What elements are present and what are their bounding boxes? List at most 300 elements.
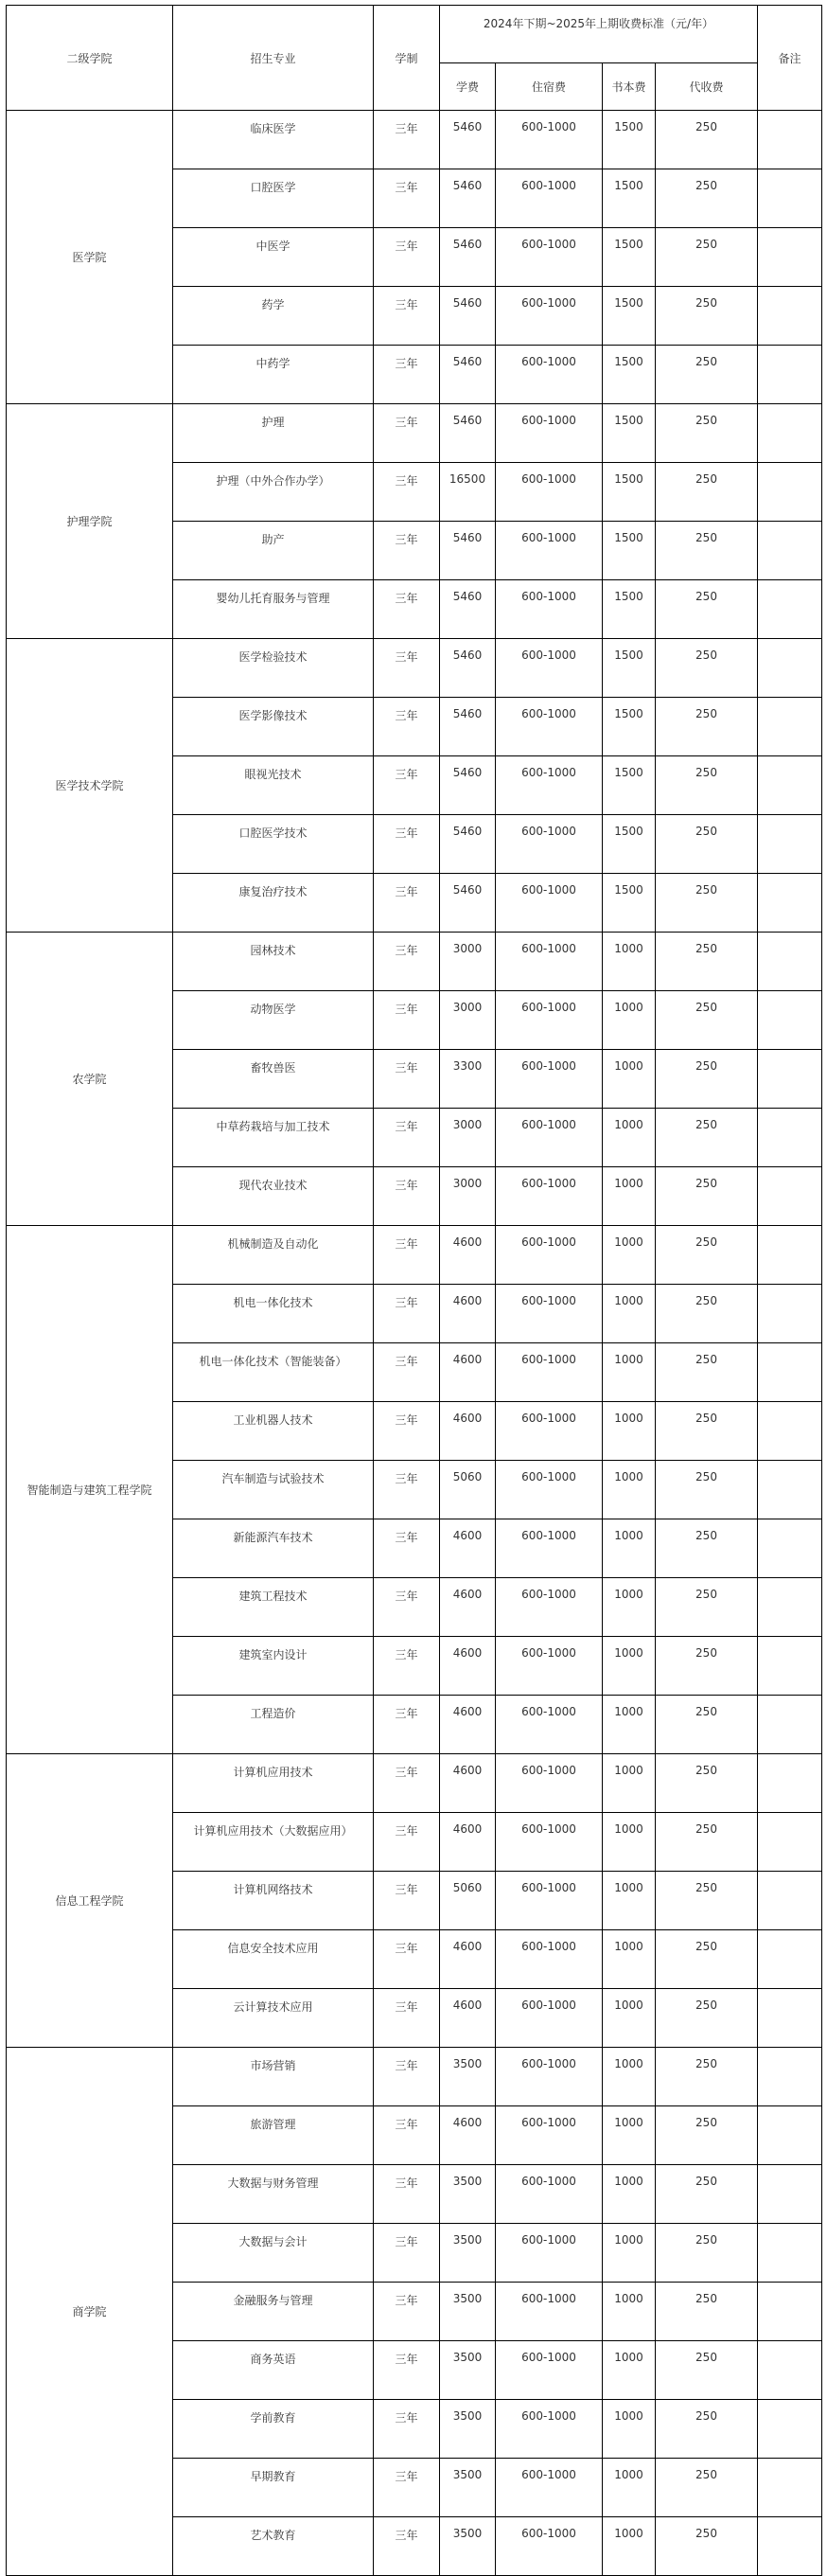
duration-cell: 三年 xyxy=(374,463,440,522)
duration-cell: 三年 xyxy=(374,1402,440,1461)
note-cell xyxy=(758,2459,822,2517)
books-cell: 1500 xyxy=(603,580,656,639)
header-tuition: 学费 xyxy=(440,63,496,111)
collection-cell: 250 xyxy=(656,1343,758,1402)
tuition-cell: 4600 xyxy=(440,1226,496,1285)
tuition-cell: 4600 xyxy=(440,1930,496,1989)
duration-cell: 三年 xyxy=(374,933,440,991)
college-cell: 医学院 xyxy=(7,111,173,404)
major-cell: 康复治疗技术 xyxy=(173,874,374,933)
books-cell: 1000 xyxy=(603,2165,656,2224)
books-cell: 1000 xyxy=(603,1402,656,1461)
major-cell: 工业机器人技术 xyxy=(173,1402,374,1461)
accommodation-cell: 600-1000 xyxy=(496,2400,603,2459)
books-cell: 1000 xyxy=(603,1813,656,1872)
college-cell: 智能制造与建筑工程学院 xyxy=(7,1226,173,1754)
major-cell: 艺术教育 xyxy=(173,2517,374,2576)
note-cell xyxy=(758,1696,822,1754)
duration-cell: 三年 xyxy=(374,2048,440,2106)
header-note: 备注 xyxy=(758,6,822,111)
books-cell: 1500 xyxy=(603,287,656,346)
duration-cell: 三年 xyxy=(374,1989,440,2048)
collection-cell: 250 xyxy=(656,1226,758,1285)
books-cell: 1000 xyxy=(603,2459,656,2517)
collection-cell: 250 xyxy=(656,756,758,815)
collection-cell: 250 xyxy=(656,1813,758,1872)
accommodation-cell: 600-1000 xyxy=(496,2459,603,2517)
accommodation-cell: 600-1000 xyxy=(496,346,603,404)
note-cell xyxy=(758,2400,822,2459)
accommodation-cell: 600-1000 xyxy=(496,1872,603,1930)
major-cell: 学前教育 xyxy=(173,2400,374,2459)
collection-cell: 250 xyxy=(656,933,758,991)
major-cell: 金融服务与管理 xyxy=(173,2283,374,2341)
collection-cell: 250 xyxy=(656,522,758,580)
note-cell xyxy=(758,756,822,815)
collection-cell: 250 xyxy=(656,2341,758,2400)
books-cell: 1000 xyxy=(603,1578,656,1637)
books-cell: 1000 xyxy=(603,1461,656,1519)
duration-cell: 三年 xyxy=(374,169,440,228)
collection-cell: 250 xyxy=(656,1872,758,1930)
books-cell: 1000 xyxy=(603,2517,656,2576)
note-cell xyxy=(758,2517,822,2576)
accommodation-cell: 600-1000 xyxy=(496,2224,603,2283)
table-row xyxy=(7,1754,822,1813)
duration-cell: 三年 xyxy=(374,815,440,874)
accommodation-cell: 600-1000 xyxy=(496,1813,603,1872)
tuition-cell: 4600 xyxy=(440,2106,496,2165)
accommodation-cell: 600-1000 xyxy=(496,991,603,1050)
accommodation-cell: 600-1000 xyxy=(496,169,603,228)
note-cell xyxy=(758,639,822,698)
accommodation-cell: 600-1000 xyxy=(496,1637,603,1696)
books-cell: 1000 xyxy=(603,933,656,991)
accommodation-cell: 600-1000 xyxy=(496,698,603,756)
header-books: 书本费 xyxy=(603,63,656,111)
accommodation-cell: 600-1000 xyxy=(496,1109,603,1167)
accommodation-cell: 600-1000 xyxy=(496,1696,603,1754)
accommodation-cell: 600-1000 xyxy=(496,1461,603,1519)
books-cell: 1000 xyxy=(603,991,656,1050)
tuition-cell: 4600 xyxy=(440,1343,496,1402)
tuition-cell: 16500 xyxy=(440,463,496,522)
note-cell xyxy=(758,2341,822,2400)
note-cell xyxy=(758,346,822,404)
tuition-cell: 3000 xyxy=(440,1167,496,1226)
books-cell: 1000 xyxy=(603,1696,656,1754)
major-cell: 医学检验技术 xyxy=(173,639,374,698)
accommodation-cell: 600-1000 xyxy=(496,1343,603,1402)
duration-cell: 三年 xyxy=(374,1813,440,1872)
accommodation-cell: 600-1000 xyxy=(496,2106,603,2165)
duration-cell: 三年 xyxy=(374,1461,440,1519)
collection-cell: 250 xyxy=(656,1578,758,1637)
duration-cell: 三年 xyxy=(374,2459,440,2517)
table-row xyxy=(7,639,822,698)
books-cell: 1000 xyxy=(603,1930,656,1989)
major-cell: 旅游管理 xyxy=(173,2106,374,2165)
tuition-cell: 5060 xyxy=(440,1872,496,1930)
tuition-cell: 3500 xyxy=(440,2048,496,2106)
major-cell: 护理 xyxy=(173,404,374,463)
books-cell: 1000 xyxy=(603,2341,656,2400)
books-cell: 1000 xyxy=(603,2400,656,2459)
note-cell xyxy=(758,522,822,580)
major-cell: 中医学 xyxy=(173,228,374,287)
major-cell: 药学 xyxy=(173,287,374,346)
major-cell: 建筑室内设计 xyxy=(173,1637,374,1696)
tuition-cell: 3500 xyxy=(440,2224,496,2283)
college-cell: 商学院 xyxy=(7,2048,173,2576)
tuition-cell: 4600 xyxy=(440,1285,496,1343)
duration-cell: 三年 xyxy=(374,874,440,933)
major-cell: 眼视光技术 xyxy=(173,756,374,815)
accommodation-cell: 600-1000 xyxy=(496,2283,603,2341)
accommodation-cell: 600-1000 xyxy=(496,933,603,991)
duration-cell: 三年 xyxy=(374,1637,440,1696)
table-row xyxy=(7,404,822,463)
college-cell: 农学院 xyxy=(7,933,173,1226)
accommodation-cell: 600-1000 xyxy=(496,1226,603,1285)
tuition-cell: 5460 xyxy=(440,287,496,346)
note-cell xyxy=(758,1402,822,1461)
table-row xyxy=(7,111,822,169)
duration-cell: 三年 xyxy=(374,2283,440,2341)
tuition-cell: 5460 xyxy=(440,228,496,287)
major-cell: 口腔医学技术 xyxy=(173,815,374,874)
books-cell: 1000 xyxy=(603,1637,656,1696)
major-cell: 汽车制造与试验技术 xyxy=(173,1461,374,1519)
duration-cell: 三年 xyxy=(374,228,440,287)
books-cell: 1000 xyxy=(603,1519,656,1578)
collection-cell: 250 xyxy=(656,1167,758,1226)
major-cell: 计算机网络技术 xyxy=(173,1872,374,1930)
major-cell: 云计算技术应用 xyxy=(173,1989,374,2048)
accommodation-cell: 600-1000 xyxy=(496,2517,603,2576)
note-cell xyxy=(758,2283,822,2341)
tuition-cell: 3000 xyxy=(440,1109,496,1167)
major-cell: 机电一体化技术 xyxy=(173,1285,374,1343)
collection-cell: 250 xyxy=(656,2106,758,2165)
note-cell xyxy=(758,1519,822,1578)
major-cell: 动物医学 xyxy=(173,991,374,1050)
books-cell: 1000 xyxy=(603,1989,656,2048)
accommodation-cell: 600-1000 xyxy=(496,1402,603,1461)
duration-cell: 三年 xyxy=(374,2165,440,2224)
major-cell: 商务英语 xyxy=(173,2341,374,2400)
tuition-cell: 5460 xyxy=(440,169,496,228)
header-major: 招生专业 xyxy=(173,6,374,111)
duration-cell: 三年 xyxy=(374,404,440,463)
books-cell: 1000 xyxy=(603,1343,656,1402)
note-cell xyxy=(758,1930,822,1989)
collection-cell: 250 xyxy=(656,2224,758,2283)
collection-cell: 250 xyxy=(656,1109,758,1167)
table-row xyxy=(7,2048,822,2106)
major-cell: 机械制造及自动化 xyxy=(173,1226,374,1285)
major-cell: 婴幼儿托育服务与管理 xyxy=(173,580,374,639)
tuition-cell: 5460 xyxy=(440,522,496,580)
collection-cell: 250 xyxy=(656,2400,758,2459)
note-cell xyxy=(758,111,822,169)
note-cell xyxy=(758,169,822,228)
major-cell: 口腔医学 xyxy=(173,169,374,228)
accommodation-cell: 600-1000 xyxy=(496,815,603,874)
accommodation-cell: 600-1000 xyxy=(496,580,603,639)
major-cell: 助产 xyxy=(173,522,374,580)
header-college: 二级学院 xyxy=(7,6,173,111)
duration-cell: 三年 xyxy=(374,2341,440,2400)
duration-cell: 三年 xyxy=(374,1872,440,1930)
duration-cell: 三年 xyxy=(374,2400,440,2459)
collection-cell: 250 xyxy=(656,1754,758,1813)
tuition-cell: 3300 xyxy=(440,1050,496,1109)
duration-cell: 三年 xyxy=(374,1519,440,1578)
major-cell: 早期教育 xyxy=(173,2459,374,2517)
books-cell: 1500 xyxy=(603,698,656,756)
note-cell xyxy=(758,1343,822,1402)
duration-cell: 三年 xyxy=(374,1167,440,1226)
books-cell: 1500 xyxy=(603,404,656,463)
tuition-cell: 3500 xyxy=(440,2517,496,2576)
major-cell: 畜牧兽医 xyxy=(173,1050,374,1109)
note-cell xyxy=(758,874,822,933)
header-accommodation: 住宿费 xyxy=(496,63,603,111)
collection-cell: 250 xyxy=(656,1285,758,1343)
note-cell xyxy=(758,463,822,522)
tuition-cell: 3500 xyxy=(440,2459,496,2517)
accommodation-cell: 600-1000 xyxy=(496,1285,603,1343)
books-cell: 1500 xyxy=(603,346,656,404)
tuition-cell: 3500 xyxy=(440,2283,496,2341)
note-cell xyxy=(758,1461,822,1519)
table-row xyxy=(7,1226,822,1285)
note-cell xyxy=(758,404,822,463)
duration-cell: 三年 xyxy=(374,2224,440,2283)
books-cell: 1000 xyxy=(603,1109,656,1167)
major-cell: 市场营销 xyxy=(173,2048,374,2106)
note-cell xyxy=(758,2106,822,2165)
collection-cell: 250 xyxy=(656,580,758,639)
tuition-cell: 4600 xyxy=(440,1696,496,1754)
duration-cell: 三年 xyxy=(374,991,440,1050)
college-cell: 护理学院 xyxy=(7,404,173,639)
note-cell xyxy=(758,1226,822,1285)
note-cell xyxy=(758,1167,822,1226)
collection-cell: 250 xyxy=(656,169,758,228)
tuition-cell: 5460 xyxy=(440,698,496,756)
note-cell xyxy=(758,1637,822,1696)
collection-cell: 250 xyxy=(656,1402,758,1461)
note-cell xyxy=(758,933,822,991)
books-cell: 1500 xyxy=(603,111,656,169)
books-cell: 1500 xyxy=(603,169,656,228)
collection-cell: 250 xyxy=(656,1519,758,1578)
books-cell: 1500 xyxy=(603,522,656,580)
note-cell xyxy=(758,1754,822,1813)
collection-cell: 250 xyxy=(656,2048,758,2106)
major-cell: 现代农业技术 xyxy=(173,1167,374,1226)
duration-cell: 三年 xyxy=(374,1226,440,1285)
collection-cell: 250 xyxy=(656,2165,758,2224)
books-cell: 1000 xyxy=(603,2224,656,2283)
duration-cell: 三年 xyxy=(374,1754,440,1813)
accommodation-cell: 600-1000 xyxy=(496,111,603,169)
major-cell: 中草药栽培与加工技术 xyxy=(173,1109,374,1167)
duration-cell: 三年 xyxy=(374,287,440,346)
accommodation-cell: 600-1000 xyxy=(496,404,603,463)
tuition-cell: 4600 xyxy=(440,1637,496,1696)
accommodation-cell: 600-1000 xyxy=(496,1578,603,1637)
accommodation-cell: 600-1000 xyxy=(496,463,603,522)
tuition-cell: 3500 xyxy=(440,2341,496,2400)
accommodation-cell: 600-1000 xyxy=(496,1167,603,1226)
note-cell xyxy=(758,1872,822,1930)
books-cell: 1500 xyxy=(603,639,656,698)
note-cell xyxy=(758,1109,822,1167)
note-cell xyxy=(758,228,822,287)
header-duration: 学制 xyxy=(374,6,440,111)
note-cell xyxy=(758,698,822,756)
major-cell: 中药学 xyxy=(173,346,374,404)
books-cell: 1000 xyxy=(603,2048,656,2106)
major-cell: 信息安全技术应用 xyxy=(173,1930,374,1989)
tuition-cell: 5460 xyxy=(440,815,496,874)
duration-cell: 三年 xyxy=(374,1696,440,1754)
books-cell: 1500 xyxy=(603,815,656,874)
collection-cell: 250 xyxy=(656,1930,758,1989)
note-cell xyxy=(758,1578,822,1637)
collection-cell: 250 xyxy=(656,1461,758,1519)
collection-cell: 250 xyxy=(656,287,758,346)
major-cell: 计算机应用技术（大数据应用） xyxy=(173,1813,374,1872)
tuition-cell: 3500 xyxy=(440,2165,496,2224)
major-cell: 护理（中外合作办学） xyxy=(173,463,374,522)
note-cell xyxy=(758,1285,822,1343)
books-cell: 1000 xyxy=(603,1754,656,1813)
tuition-cell: 3000 xyxy=(440,933,496,991)
note-cell xyxy=(758,1813,822,1872)
duration-cell: 三年 xyxy=(374,522,440,580)
accommodation-cell: 600-1000 xyxy=(496,2165,603,2224)
books-cell: 1000 xyxy=(603,1050,656,1109)
accommodation-cell: 600-1000 xyxy=(496,228,603,287)
duration-cell: 三年 xyxy=(374,1285,440,1343)
tuition-cell: 4600 xyxy=(440,1989,496,2048)
books-cell: 1500 xyxy=(603,874,656,933)
table-row xyxy=(7,933,822,991)
note-cell xyxy=(758,991,822,1050)
collection-cell: 250 xyxy=(656,346,758,404)
header-row-1 xyxy=(7,6,822,63)
duration-cell: 三年 xyxy=(374,639,440,698)
tuition-cell: 5460 xyxy=(440,580,496,639)
accommodation-cell: 600-1000 xyxy=(496,1754,603,1813)
duration-cell: 三年 xyxy=(374,2106,440,2165)
collection-cell: 250 xyxy=(656,2283,758,2341)
collection-cell: 250 xyxy=(656,874,758,933)
duration-cell: 三年 xyxy=(374,1578,440,1637)
books-cell: 1000 xyxy=(603,1872,656,1930)
collection-cell: 250 xyxy=(656,228,758,287)
duration-cell: 三年 xyxy=(374,1109,440,1167)
accommodation-cell: 600-1000 xyxy=(496,2048,603,2106)
collection-cell: 250 xyxy=(656,1696,758,1754)
note-cell xyxy=(758,2224,822,2283)
major-cell: 医学影像技术 xyxy=(173,698,374,756)
tuition-cell: 4600 xyxy=(440,1519,496,1578)
tuition-cell: 5460 xyxy=(440,639,496,698)
major-cell: 机电一体化技术（智能装备） xyxy=(173,1343,374,1402)
major-cell: 大数据与会计 xyxy=(173,2224,374,2283)
collection-cell: 250 xyxy=(656,463,758,522)
books-cell: 1500 xyxy=(603,463,656,522)
tuition-cell: 5460 xyxy=(440,874,496,933)
tuition-cell: 5460 xyxy=(440,346,496,404)
collection-cell: 250 xyxy=(656,1050,758,1109)
tuition-cell: 4600 xyxy=(440,1402,496,1461)
books-cell: 1000 xyxy=(603,2283,656,2341)
tuition-cell: 5460 xyxy=(440,404,496,463)
duration-cell: 三年 xyxy=(374,2517,440,2576)
tuition-cell: 5060 xyxy=(440,1461,496,1519)
note-cell xyxy=(758,580,822,639)
books-cell: 1000 xyxy=(603,2106,656,2165)
fee-standard-table xyxy=(6,5,822,2576)
accommodation-cell: 600-1000 xyxy=(496,1989,603,2048)
note-cell xyxy=(758,1050,822,1109)
collection-cell: 250 xyxy=(656,698,758,756)
college-cell: 信息工程学院 xyxy=(7,1754,173,2048)
accommodation-cell: 600-1000 xyxy=(496,522,603,580)
note-cell xyxy=(758,287,822,346)
accommodation-cell: 600-1000 xyxy=(496,1519,603,1578)
accommodation-cell: 600-1000 xyxy=(496,2341,603,2400)
college-cell: 医学技术学院 xyxy=(7,639,173,933)
major-cell: 新能源汽车技术 xyxy=(173,1519,374,1578)
tuition-cell: 3000 xyxy=(440,991,496,1050)
major-cell: 工程造价 xyxy=(173,1696,374,1754)
note-cell xyxy=(758,815,822,874)
collection-cell: 250 xyxy=(656,2459,758,2517)
duration-cell: 三年 xyxy=(374,346,440,404)
duration-cell: 三年 xyxy=(374,1343,440,1402)
duration-cell: 三年 xyxy=(374,1930,440,1989)
note-cell xyxy=(758,2048,822,2106)
major-cell: 园林技术 xyxy=(173,933,374,991)
books-cell: 1000 xyxy=(603,1226,656,1285)
major-cell: 计算机应用技术 xyxy=(173,1754,374,1813)
collection-cell: 250 xyxy=(656,815,758,874)
accommodation-cell: 600-1000 xyxy=(496,1050,603,1109)
accommodation-cell: 600-1000 xyxy=(496,287,603,346)
duration-cell: 三年 xyxy=(374,698,440,756)
tuition-cell: 5460 xyxy=(440,756,496,815)
header-fee-period: 2024年下期~2025年上期收费标准（元/年） xyxy=(440,6,758,63)
books-cell: 1000 xyxy=(603,1167,656,1226)
collection-cell: 250 xyxy=(656,404,758,463)
accommodation-cell: 600-1000 xyxy=(496,639,603,698)
collection-cell: 250 xyxy=(656,111,758,169)
tuition-cell: 4600 xyxy=(440,1754,496,1813)
tuition-cell: 4600 xyxy=(440,1578,496,1637)
collection-cell: 250 xyxy=(656,991,758,1050)
tuition-cell: 5460 xyxy=(440,111,496,169)
duration-cell: 三年 xyxy=(374,756,440,815)
major-cell: 建筑工程技术 xyxy=(173,1578,374,1637)
major-cell: 大数据与财务管理 xyxy=(173,2165,374,2224)
